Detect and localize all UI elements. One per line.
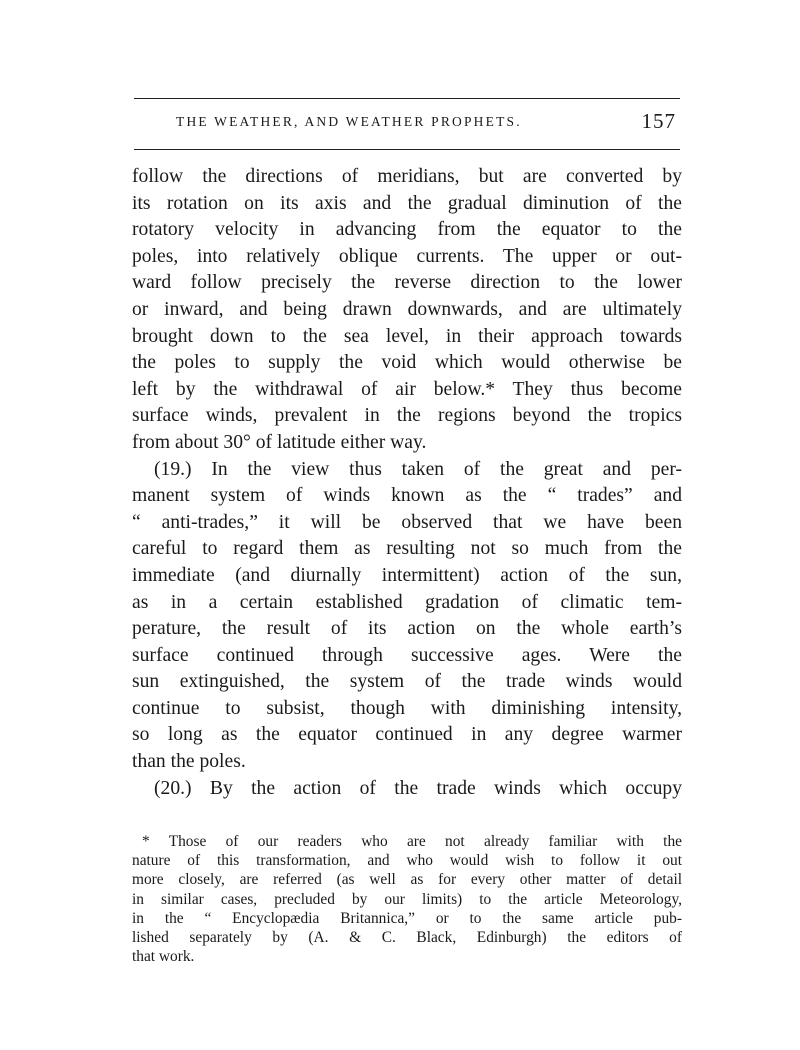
text-line: poles, into relatively oblique currents. The upper or out- bbox=[132, 245, 682, 267]
text-line: “ anti-trades,” it will be observed that we have been bbox=[132, 511, 682, 533]
header-rule-top bbox=[134, 98, 680, 99]
body-text bbox=[132, 164, 682, 802]
footnote-line: more closely, are referred (as well as for every other matter of detail bbox=[132, 871, 682, 889]
text-line: than the poles. bbox=[132, 751, 246, 773]
header-rule-bottom bbox=[134, 149, 680, 150]
text-line: follow the directions of meridians, but are converted by bbox=[132, 166, 682, 187]
text-line: continue to subsist, though with diminishing intensity, bbox=[132, 697, 682, 719]
text-line: left by the withdrawal of air below.* They thus become bbox=[132, 378, 682, 400]
footnote-line: in the “ Encyclopædia Britannica,” or to the same article pub- bbox=[132, 909, 682, 927]
text-line: brought down to the sea level, in their approach towards bbox=[132, 325, 682, 347]
text-line: sun extinguished, the system of the trade winds would bbox=[132, 671, 682, 693]
text-line: manent system of winds known as the “ trades” and bbox=[132, 485, 682, 507]
text-line: careful to regard them as resulting not so much from the bbox=[132, 538, 682, 560]
running-head bbox=[134, 108, 680, 138]
text-line: immediate (and diurnally intermittent) action of the sun, bbox=[132, 564, 682, 586]
page-number: 157 bbox=[641, 109, 676, 133]
text-line: or inward, and being drawn downwards, and are ultimately bbox=[132, 298, 682, 320]
text-line: its rotation on its axis and the gradual diminution of the bbox=[132, 192, 682, 214]
text-line: perature, the result of its action on the whole earth’s bbox=[132, 618, 682, 640]
text-line: the poles to supply the void which would otherwise be bbox=[132, 352, 682, 374]
text-line: as in a certain established gradation of climatic tem- bbox=[132, 591, 682, 613]
paragraph-19-start: (19.) In the view thus taken of the great and per- bbox=[154, 458, 682, 480]
text-line: from about 30° of latitude either way. bbox=[132, 431, 427, 453]
footnote-line: that work. bbox=[132, 948, 195, 966]
text-line: rotatory velocity in advancing from the equator to the bbox=[132, 219, 682, 241]
text-line: surface continued through successive ages. Were the bbox=[132, 644, 682, 666]
running-title: THE WEATHER, AND WEATHER PROPHETS. bbox=[176, 114, 522, 129]
footnote-line: lished separately by (A. & C. Black, Edinburgh) the editors of bbox=[132, 929, 682, 947]
paragraph-20-start: (20.) By the action of the trade winds which occupy bbox=[154, 777, 682, 799]
footnote-line: nature of this transformation, and who would wish to follow it out bbox=[132, 852, 682, 870]
footnote-line: * Those of our readers who are not already familiar with the bbox=[142, 833, 682, 850]
footnote-line: in similar cases, precluded by our limits) to the article Meteorology, bbox=[132, 890, 682, 908]
text-line: ward follow precisely the reverse direction to the lower bbox=[132, 272, 682, 294]
text-line: surface winds, prevalent in the regions beyond the tropics bbox=[132, 405, 682, 427]
text-line: so long as the equator continued in any degree warmer bbox=[132, 724, 682, 746]
footnote bbox=[132, 832, 682, 966]
